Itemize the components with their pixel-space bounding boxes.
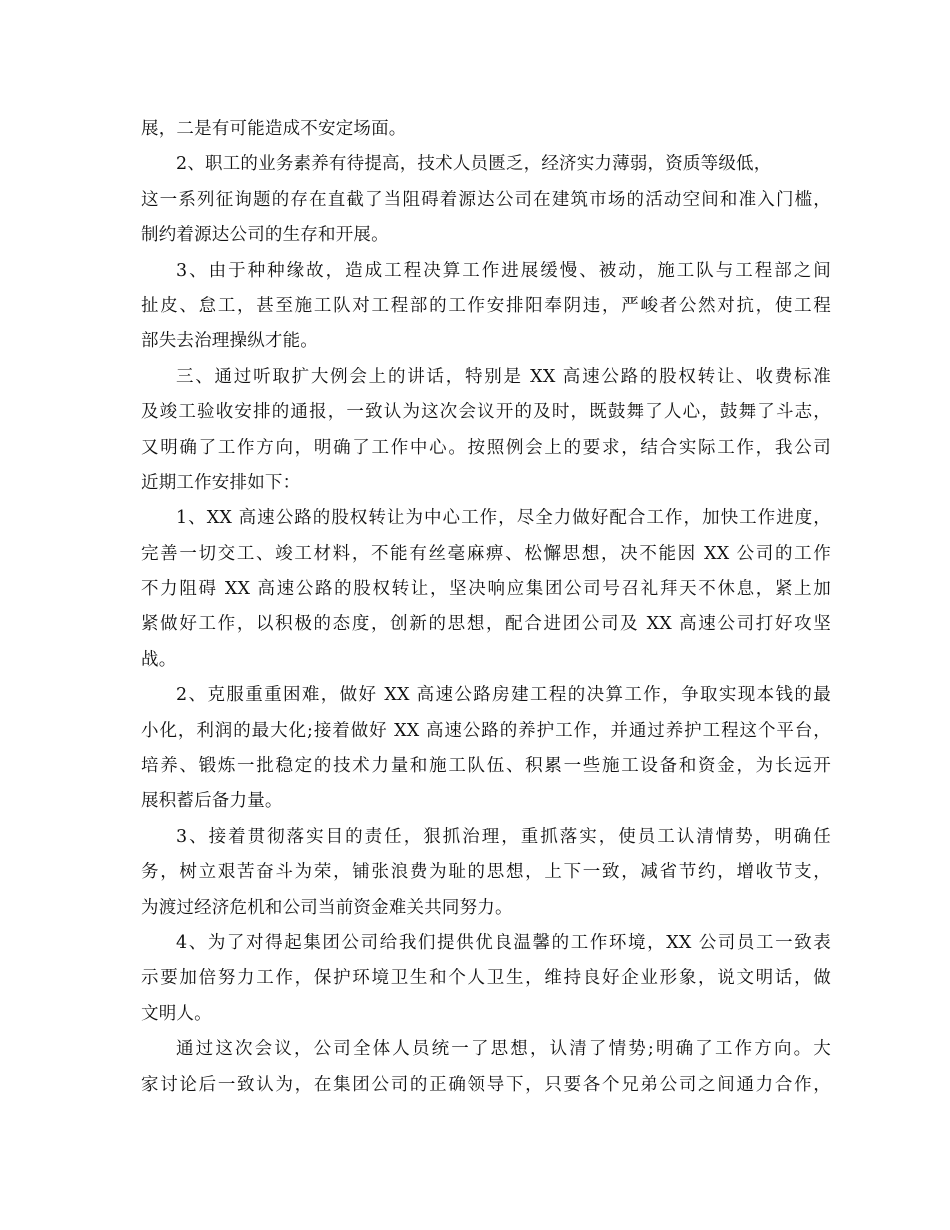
text-line: 制约着源达公司的生存和开展。 <box>141 225 389 246</box>
text-line: 4、为了对得起集团公司给我们提供优良温馨的工作环境，XX 公司员工一致表 <box>176 932 831 953</box>
text-line: 三、通过听取扩大例会上的讲话，特别是 XX 高速公路的股权转让、收费标准 <box>176 366 831 387</box>
text-line: 近期工作安排如下： <box>141 472 301 493</box>
text-line: 不力阻碍 XX 高速公路的股权转让，坚决响应集团公司号召礼拜天不休息，紧上加 <box>141 579 831 600</box>
text-line: 扯皮、怠工，甚至施工队对工程部的工作安排阳奉阴违，严峻者公然对抗，使工程 <box>141 295 831 316</box>
document-body <box>141 112 831 1103</box>
text-line: 完善一切交工、竣工材料，不能有丝毫麻痹、松懈思想，决不能因 XX 公司的工作 <box>141 543 831 564</box>
text-line: 又明确了工作方向，明确了工作中心。按照例会上的要求，结合实际工作，我公司 <box>141 437 831 458</box>
text-line: 2、职工的业务素养有待提高，技术人员匮乏，经济实力薄弱，资质等级低， <box>176 154 772 175</box>
text-line: 小化，利润的最大化;接着做好 XX 高速公路的养护工作，并通过养护工程这个平台， <box>141 720 831 741</box>
text-line: 紧做好工作，以积极的态度，创新的思想，配合进团公司及 XX 高速公司打好攻坚 <box>141 614 831 635</box>
text-line: 示要加倍努力工作，保护环境卫生和个人卫生，维持良好企业形象，说文明话，做 <box>141 968 831 989</box>
text-line: 家讨论后一致认为，在集团公司的正确领导下，只要各个兄弟公司之间通力合作， <box>141 1074 831 1095</box>
text-line: 务，树立艰苦奋斗为荣，铺张浪费为耻的思想，上下一致，减省节约，增收节支， <box>141 862 831 883</box>
text-line: 培养、锻炼一批稳定的技术力量和施工队伍、积累一些施工设备和资金，为长远开 <box>141 756 831 777</box>
text-line: 2、克服重重困难，做好 XX 高速公路房建工程的决算工作，争取实现本钱的最 <box>176 685 831 706</box>
text-line: 通过这次会议，公司全体人员统一了思想，认清了情势;明确了工作方向。大 <box>176 1039 831 1060</box>
text-line: 战。 <box>141 649 177 670</box>
text-line: 为渡过经济危机和公司当前资金难关共同努力。 <box>141 897 513 918</box>
text-line: 展积蓄后备力量。 <box>141 791 283 812</box>
text-line: 这一系列征询题的存在直截了当阻碍着源达公司在建筑市场的活动空间和准入门槛， <box>141 189 831 210</box>
text-line: 展，二是有可能造成不安定场面。 <box>141 119 407 139</box>
text-line: 文明人。 <box>141 1003 212 1024</box>
text-line: 及竣工验收安排的通报，一致认为这次会议开的及时，既鼓舞了人心，鼓舞了斗志， <box>141 402 831 423</box>
text-line: 3、由于种种缘故，造成工程决算工作进展缓慢、被动，施工队与工程部之间 <box>176 260 831 281</box>
text-line: 部失去治理操纵才能。 <box>141 331 318 352</box>
text-line: 3、接着贯彻落实目的责任，狠抓治理，重抓落实，使员工认清情势，明确任 <box>176 826 831 847</box>
text-line: 1、XX 高速公路的股权转让为中心工作，尽全力做好配合工作，加快工作进度， <box>176 508 831 529</box>
